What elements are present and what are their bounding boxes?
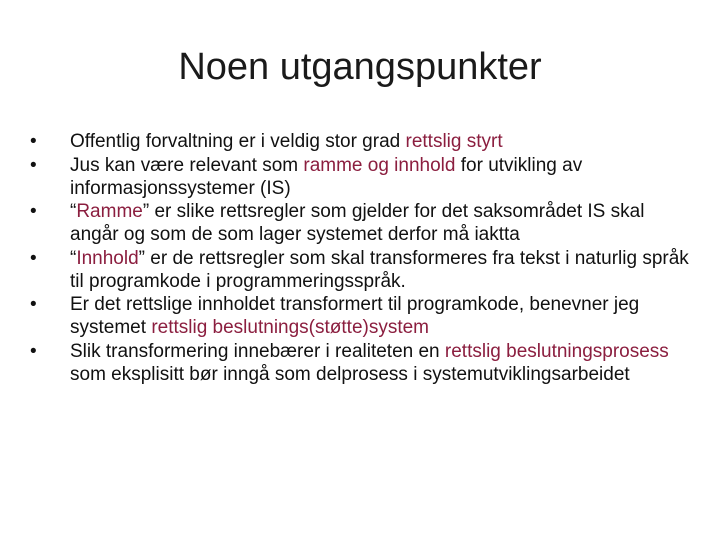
bullet-emphasis: rettslig beslutnings(støtte)system bbox=[151, 317, 430, 338]
bullet-marker: • bbox=[30, 340, 37, 362]
bullet-marker: • bbox=[30, 154, 37, 176]
bullet-text: Jus kan være relevant som bbox=[70, 154, 304, 176]
bullet-text: Slik transformering innebærer i realiteten en bbox=[70, 340, 445, 362]
bullet-item bbox=[30, 130, 690, 153]
bullet-text: Er det rettslige innholdet transformert til programkode, benevner jeg systemet bbox=[70, 294, 640, 338]
bullet-item bbox=[30, 340, 690, 386]
bullet-marker: • bbox=[30, 131, 37, 152]
bullet-text: som eksplisitt bør inngå som delprosess i systemutviklingsarbeidet bbox=[70, 363, 630, 385]
bullet-list bbox=[30, 130, 690, 386]
bullet-marker: • bbox=[30, 247, 37, 269]
bullet-item bbox=[30, 200, 690, 246]
bullet-text: “ bbox=[70, 247, 77, 269]
bullet-emphasis: Innhold bbox=[76, 247, 139, 269]
bullet-item bbox=[30, 154, 690, 200]
bullet-text: Offentlig forvaltning er i veldig stor grad bbox=[70, 131, 406, 152]
bullet-text: “ bbox=[70, 201, 77, 222]
bullet-text: for utvikling av informasjonssystemer (IS) bbox=[70, 154, 583, 199]
bullet-emphasis: ramme og innhold bbox=[303, 154, 456, 176]
bullet-marker: • bbox=[30, 201, 37, 222]
bullet-item bbox=[30, 247, 690, 293]
bullet-emphasis: rettslig beslutningsprosess bbox=[444, 340, 669, 362]
bullet-emphasis: Ramme bbox=[76, 201, 143, 222]
slide-title: Noen utgangspunkter bbox=[178, 46, 542, 88]
bullet-marker: • bbox=[30, 294, 37, 315]
bullet-item bbox=[30, 293, 690, 339]
bullet-text: ” er slike rettsregler som gjelder for det saksområdet IS skal angår og som de som lager systemet derfor må iaktta bbox=[70, 201, 645, 245]
bullet-emphasis: rettslig styrt bbox=[405, 131, 503, 152]
bullet-text: ” er de rettsregler som skal transformeres fra tekst i naturlig språk til programkode i programmeringsspråk. bbox=[70, 247, 689, 292]
